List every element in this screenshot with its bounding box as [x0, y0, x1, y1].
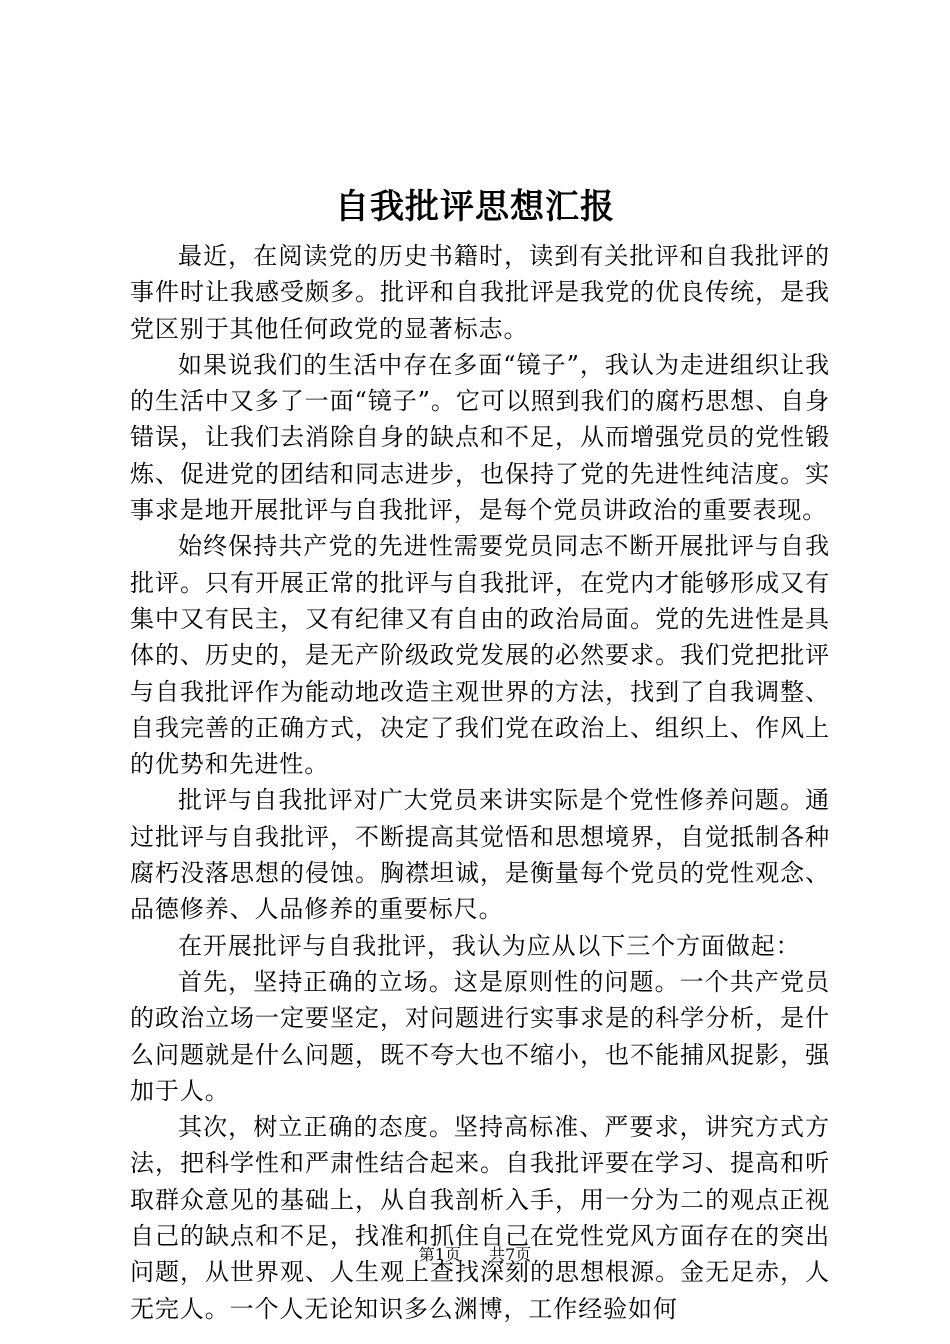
page-number-total: 共7页 — [489, 1245, 532, 1264]
paragraph: 首先，坚持正确的立场。这是原则性的问题。一个共产党员的政治立场一定要坚定，对问题进行实事求是的科学分析，是什么问题就是什么问题，既不夸大也不缩小，也不能捕风捉影，强加于人。 — [130, 967, 830, 1105]
paragraph: 最近，在阅读党的历史书籍时，读到有关批评和自我批评的事件时让我感受颇多。批评和自我批评是我党的优良传统，是我党区别于其他任何政党的显著标志。 — [130, 242, 830, 343]
paragraph: 批评与自我批评对广大党员来讲实际是个党性修养问题。通过批评与自我批评，不断提高其觉悟和思想境界，自觉抵制各种腐朽没落思想的侵蚀。胸襟坦诚，是衡量每个党员的党性观念、品德修养、人品修养的重要标尺。 — [130, 786, 830, 924]
page-number-current: 第1页 — [418, 1245, 461, 1264]
paragraph: 如果说我们的生活中存在多面“镜子”，我认为走进组织让我的生活中又多了一面“镜子”。它可以照到我们的腐朽思想、自身错误，让我们去消除自身的缺点和不足，从而增强党员的党性锻炼、促进党的团结和同志进步，也保持了党的先进性纯洁度。实事求是地开展批评与自我批评，是每个党员讲政治的重要表现。 — [130, 350, 830, 525]
document-title: 自我批评思想汇报 — [335, 187, 615, 227]
paragraph: 其次，树立正确的态度。坚持高标准、严要求，讲究方式方法，把科学性和严肃性结合起来。自我批评要在学习、提高和听取群众意见的基础上，从自我剖析入手，用一分为二的观点正视自己的缺点和不足，找准和抓住自己在党性党风方面存在的突出问题，从世界观、人生观上查找深刻的思想根源。金无足赤，人无完人。一个人无论知识多么渊博，工作经验如何 — [130, 1113, 830, 1323]
document-body — [130, 238, 830, 1327]
paragraph: 始终保持共产党的先进性需要党员同志不断开展批评与自我批评。只有开展正常的批评与自我批评，在党内才能够形成又有集中又有民主，又有纪律又有自由的政治局面。党的先进性是具体的、历史的，是无产阶级政党发展的必然要求。我们党把批评与自我批评作为能动地改造主观世界的方法，找到了自我调整、自我完善的正确方式，决定了我们党在政治上、组织上、作风上的优势和先进性。 — [130, 532, 830, 779]
paragraph: 在开展批评与自我批评，我认为应从以下三个方面做起： — [178, 931, 801, 960]
page-footer — [0, 1244, 950, 1266]
